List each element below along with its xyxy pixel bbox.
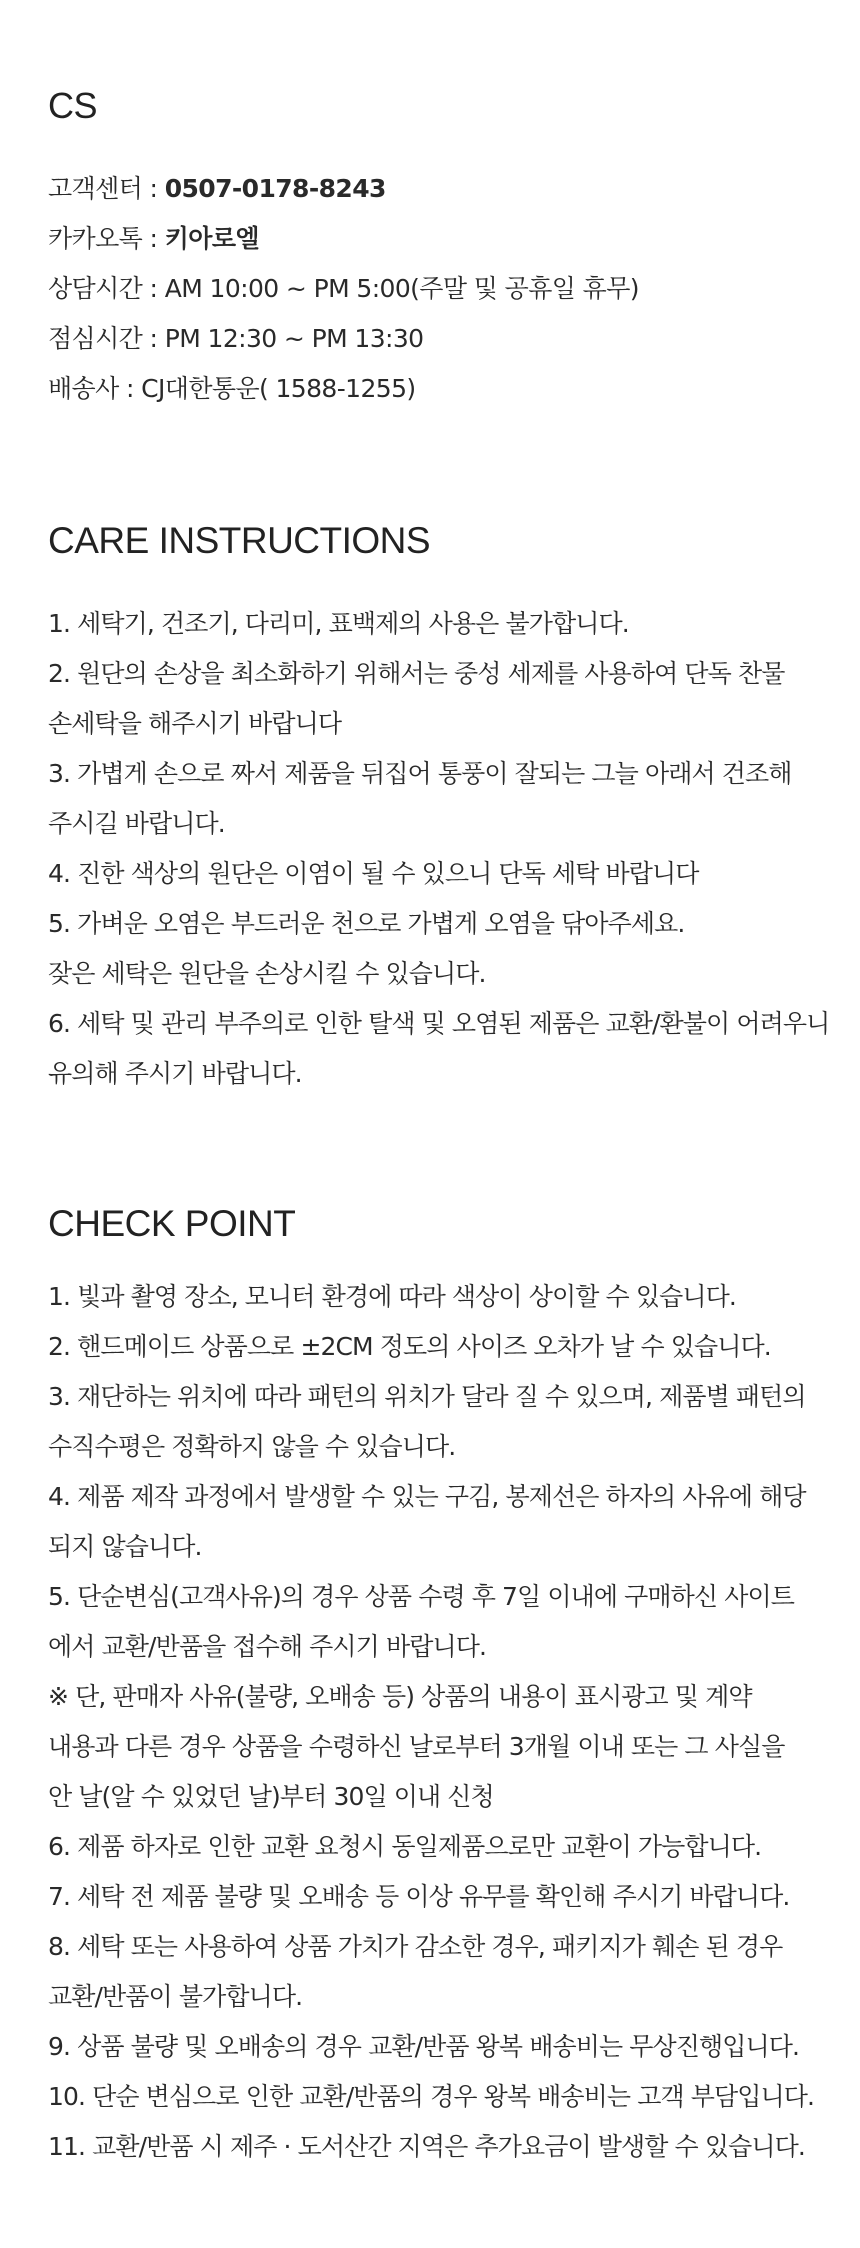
check-line: 11. 교환/반품 시 제주 · 도서산간 지역은 추가요금이 발생할 수 있습니다. [48, 2132, 805, 2161]
care-title: CARE INSTRUCTIONS [48, 520, 431, 561]
check-line: 에서 교환/반품을 접수해 주시기 바랍니다. [48, 1632, 487, 1661]
check-line: 1. 빛과 촬영 장소, 모니터 환경에 따라 색상이 상이할 수 있습니다. [48, 1282, 736, 1311]
check-line: 수직수평은 정확하지 않을 수 있습니다. [48, 1432, 456, 1461]
check-list [48, 1272, 830, 2172]
care-section [48, 522, 830, 1099]
cs-kakao-row [48, 214, 830, 264]
cs-info-list [48, 164, 830, 414]
cs-section [48, 85, 830, 414]
cs-phone-row [48, 164, 830, 214]
check-line: 3. 재단하는 위치에 따라 패턴의 위치가 달라 질 수 있으며, 제품별 패턴의 [48, 1382, 806, 1411]
care-line: 주시길 바랍니다. [48, 809, 225, 838]
check-line: 5. 단순변심(고객사유)의 경우 상품 수령 후 7일 이내에 구매하신 사이트 [48, 1582, 794, 1611]
care-line: 잦은 세탁은 원단을 손상시킬 수 있습니다. [48, 959, 486, 988]
check-line: 4. 제품 제작 과정에서 발생할 수 있는 구김, 봉제선은 하자의 사유에 해당 [48, 1482, 806, 1511]
cs-title: CS [48, 85, 98, 126]
care-line: 5. 가벼운 오염은 부드러운 천으로 가볍게 오염을 닦아주세요. [48, 909, 685, 938]
check-line: ※ 단, 판매자 사유(불량, 오배송 등) 상품의 내용이 표시광고 및 계약 [48, 1682, 752, 1711]
cs-phone-value: 0507-0178-8243 [164, 174, 386, 203]
cs-phone-label: 고객센터 : [48, 174, 165, 203]
check-section [48, 1205, 830, 2172]
care-line: 6. 세탁 및 관리 부주의로 인한 탈색 및 오염된 제품은 교환/환불이 어려우니 [48, 1009, 830, 1038]
cs-kakao-label: 카카오톡 : [48, 224, 165, 253]
cs-courier-row [48, 364, 830, 414]
cs-courier-label: 배송사 : [48, 374, 142, 403]
care-line: 손세탁을 해주시기 바랍니다 [48, 709, 342, 738]
check-line: 교환/반품이 불가합니다. [48, 1982, 303, 2011]
check-line: 안 날(알 수 있었던 날)부터 30일 이내 신청 [48, 1782, 494, 1811]
cs-lunch-row [48, 314, 830, 364]
cs-lunch-value: PM 12:30 ~ PM 13:30 [164, 324, 424, 353]
care-line: 2. 원단의 손상을 최소화하기 위해서는 중성 세제를 사용하여 단독 찬물 [48, 659, 785, 688]
cs-hours-row [48, 264, 830, 314]
care-line: 유의해 주시기 바랍니다. [48, 1059, 302, 1088]
check-line: 내용과 다른 경우 상품을 수령하신 날로부터 3개월 이내 또는 그 사실을 [48, 1732, 785, 1761]
cs-lunch-label: 점심시간 : [48, 324, 165, 353]
care-line: 1. 세탁기, 건조기, 다리미, 표백제의 사용은 불가합니다. [48, 609, 629, 638]
care-list [48, 599, 830, 1099]
check-line: 7. 세탁 전 제품 불량 및 오배송 등 이상 유무를 확인해 주시기 바랍니다. [48, 1882, 790, 1911]
cs-hours-value: AM 10:00 ~ PM 5:00(주말 및 공휴일 휴무) [164, 274, 639, 303]
cs-kakao-value: 키아로엘 [164, 224, 259, 253]
check-line: 6. 제품 하자로 인한 교환 요청시 동일제품으로만 교환이 가능합니다. [48, 1832, 762, 1861]
care-line: 4. 진한 색상의 원단은 이염이 될 수 있으니 단독 세탁 바랍니다 [48, 859, 699, 888]
check-line: 9. 상품 불량 및 오배송의 경우 교환/반품 왕복 배송비는 무상진행입니다. [48, 2032, 800, 2061]
cs-courier-value: CJ대한통운( 1588-1255) [141, 374, 416, 403]
cs-hours-label: 상담시간 : [48, 274, 165, 303]
check-line: 되지 않습니다. [48, 1532, 202, 1561]
check-title: CHECK POINT [48, 1203, 296, 1244]
check-line: 10. 단순 변심으로 인한 교환/반품의 경우 왕복 배송비는 고객 부담입니다. [48, 2082, 815, 2111]
check-line: 8. 세탁 또는 사용하여 상품 가치가 감소한 경우, 패키지가 훼손 된 경우 [48, 1932, 783, 1961]
check-line: 2. 핸드메이드 상품으로 ±2CM 정도의 사이즈 오차가 날 수 있습니다. [48, 1332, 771, 1361]
care-line: 3. 가볍게 손으로 짜서 제품을 뒤집어 통풍이 잘되는 그늘 아래서 건조해 [48, 759, 792, 788]
